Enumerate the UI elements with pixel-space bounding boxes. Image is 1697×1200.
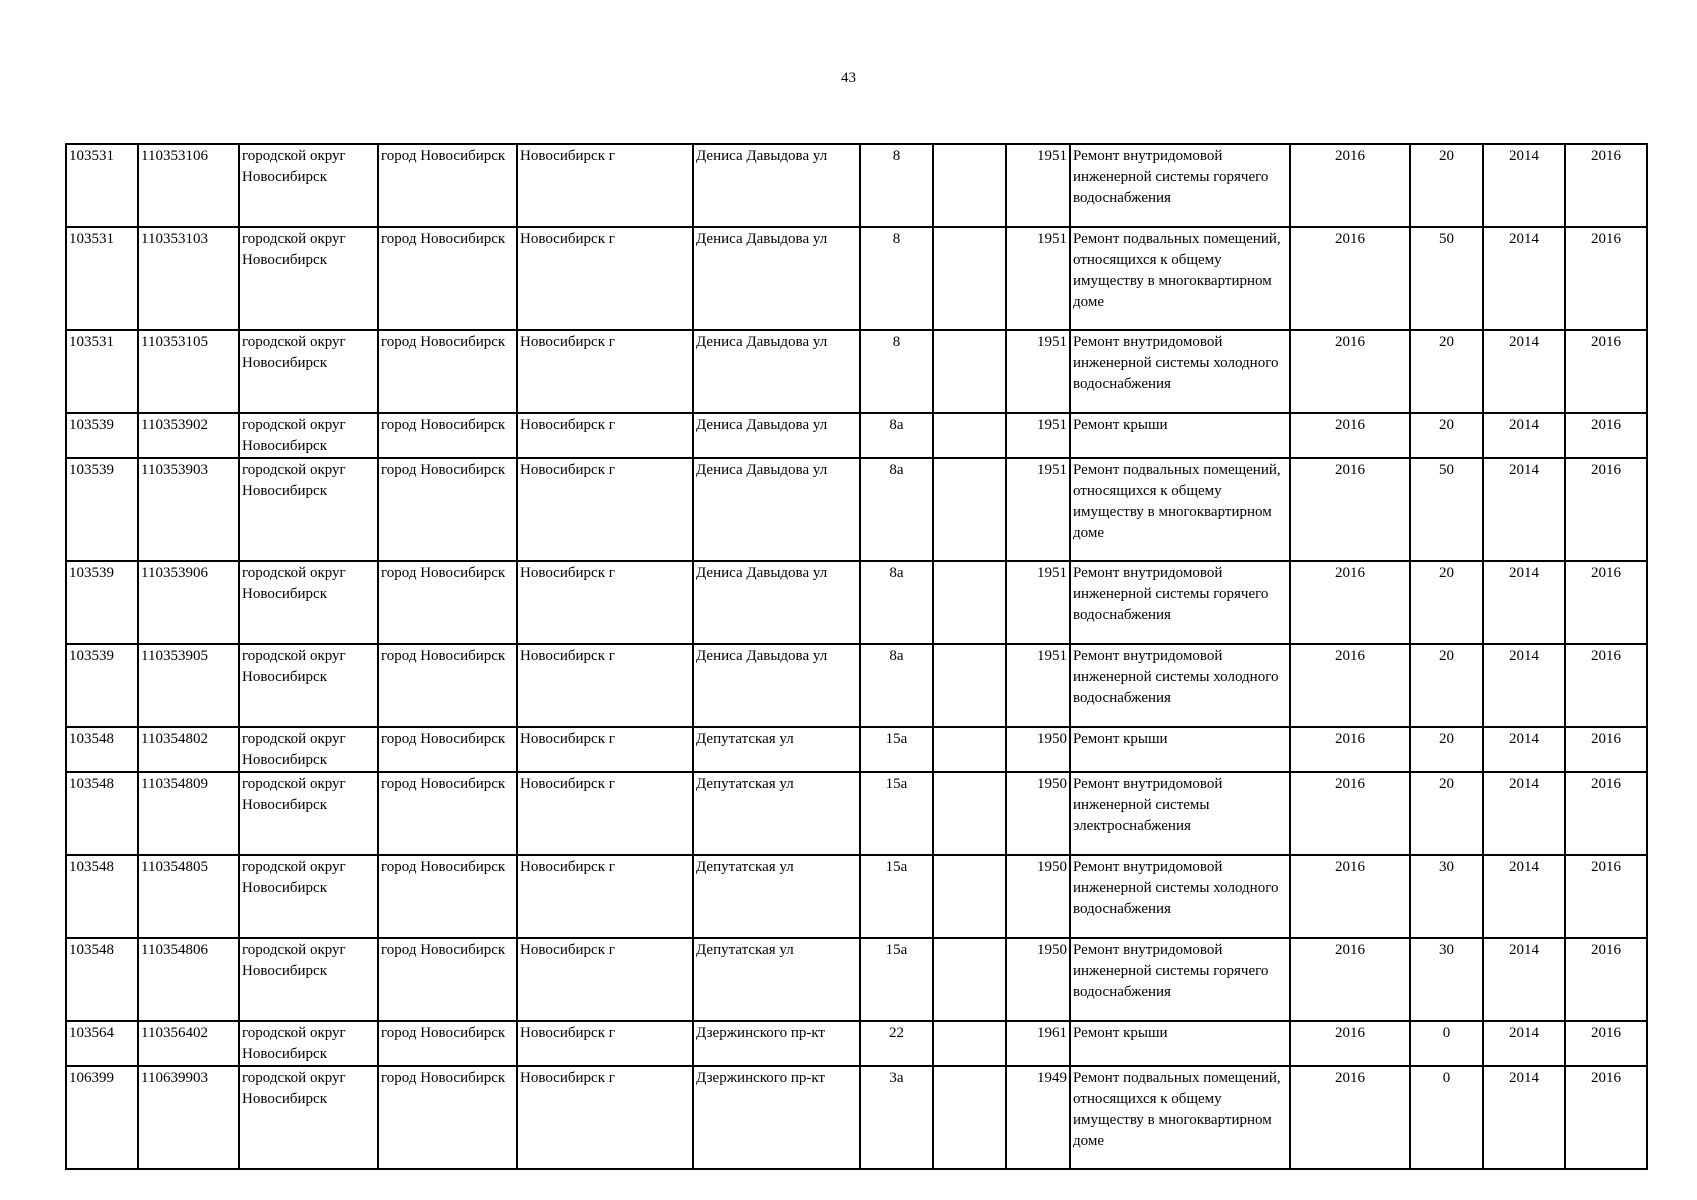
cell-end-year: 2016 <box>1565 727 1647 772</box>
cell-cost: 50 <box>1410 227 1483 330</box>
cell-plan-year: 2016 <box>1290 772 1410 855</box>
cell-start-year: 2014 <box>1483 561 1565 644</box>
cell-work-type: Ремонт крыши <box>1070 727 1290 772</box>
table-row <box>66 644 1647 727</box>
cell-building <box>933 458 1006 561</box>
cell-plan-year: 2016 <box>1290 1066 1410 1169</box>
cell-end-year: 2016 <box>1565 227 1647 330</box>
cell-build-year: 1951 <box>1006 458 1070 561</box>
cell-settlement: город Новосибирск <box>378 413 517 458</box>
cell-settlement: город Новосибирск <box>378 561 517 644</box>
cell-municipal-district: городской округ Новосибирск <box>239 144 378 227</box>
cell-settlement: город Новосибирск <box>378 1021 517 1066</box>
cell-locality: Новосибирск г <box>517 938 693 1021</box>
cell-work-id: 110353103 <box>138 227 239 330</box>
cell-settlement: город Новосибирск <box>378 644 517 727</box>
cell-work-id: 110354802 <box>138 727 239 772</box>
cell-build-year: 1950 <box>1006 938 1070 1021</box>
cell-plan-year: 2016 <box>1290 855 1410 938</box>
cell-house-id: 103539 <box>66 458 138 561</box>
cell-house-id: 103539 <box>66 561 138 644</box>
cell-start-year: 2014 <box>1483 413 1565 458</box>
cell-house-number: 8а <box>860 413 933 458</box>
cell-plan-year: 2016 <box>1290 413 1410 458</box>
cell-build-year: 1951 <box>1006 561 1070 644</box>
cell-street: Дениса Давыдова ул <box>693 561 860 644</box>
cell-cost: 20 <box>1410 644 1483 727</box>
table-row <box>66 938 1647 1021</box>
cell-plan-year: 2016 <box>1290 458 1410 561</box>
cell-work-id: 110353905 <box>138 644 239 727</box>
cell-street: Дениса Давыдова ул <box>693 144 860 227</box>
cell-build-year: 1950 <box>1006 727 1070 772</box>
cell-locality: Новосибирск г <box>517 855 693 938</box>
cell-cost: 50 <box>1410 458 1483 561</box>
cell-municipal-district: городской округ Новосибирск <box>239 1021 378 1066</box>
cell-house-number: 15а <box>860 727 933 772</box>
cell-cost: 20 <box>1410 144 1483 227</box>
cell-build-year: 1951 <box>1006 227 1070 330</box>
cell-house-id: 103531 <box>66 144 138 227</box>
cell-settlement: город Новосибирск <box>378 727 517 772</box>
cell-plan-year: 2016 <box>1290 330 1410 413</box>
cell-municipal-district: городской округ Новосибирск <box>239 1066 378 1169</box>
cell-street: Дениса Давыдова ул <box>693 458 860 561</box>
cell-work-type: Ремонт подвальных помещений, относящихся к общему имуществу в многоквартирном доме <box>1070 227 1290 330</box>
page-number: 43 <box>841 70 856 86</box>
cell-building <box>933 561 1006 644</box>
cell-cost: 0 <box>1410 1066 1483 1169</box>
cell-plan-year: 2016 <box>1290 727 1410 772</box>
cell-building <box>933 330 1006 413</box>
cell-end-year: 2016 <box>1565 938 1647 1021</box>
cell-house-id: 103548 <box>66 772 138 855</box>
cell-work-id: 110354809 <box>138 772 239 855</box>
cell-house-number: 15а <box>860 772 933 855</box>
cell-house-id: 103548 <box>66 938 138 1021</box>
cell-building <box>933 227 1006 330</box>
cell-end-year: 2016 <box>1565 855 1647 938</box>
cell-house-id: 103564 <box>66 1021 138 1066</box>
cell-house-id: 103531 <box>66 330 138 413</box>
cell-settlement: город Новосибирск <box>378 458 517 561</box>
cell-build-year: 1951 <box>1006 644 1070 727</box>
cell-build-year: 1961 <box>1006 1021 1070 1066</box>
cell-building <box>933 144 1006 227</box>
cell-locality: Новосибирск г <box>517 144 693 227</box>
cell-plan-year: 2016 <box>1290 561 1410 644</box>
cell-settlement: город Новосибирск <box>378 227 517 330</box>
cell-end-year: 2016 <box>1565 1066 1647 1169</box>
cell-work-id: 110354806 <box>138 938 239 1021</box>
cell-cost: 20 <box>1410 772 1483 855</box>
cell-start-year: 2014 <box>1483 772 1565 855</box>
cell-street: Дениса Давыдова ул <box>693 330 860 413</box>
cell-locality: Новосибирск г <box>517 1021 693 1066</box>
cell-house-id: 103539 <box>66 644 138 727</box>
cell-start-year: 2014 <box>1483 644 1565 727</box>
cell-house-number: 8 <box>860 227 933 330</box>
cell-house-number: 8 <box>860 330 933 413</box>
cell-settlement: город Новосибирск <box>378 772 517 855</box>
cell-plan-year: 2016 <box>1290 1021 1410 1066</box>
cell-build-year: 1950 <box>1006 772 1070 855</box>
cell-build-year: 1950 <box>1006 855 1070 938</box>
cell-end-year: 2016 <box>1565 413 1647 458</box>
cell-locality: Новосибирск г <box>517 458 693 561</box>
table-row <box>66 227 1647 330</box>
cell-cost: 20 <box>1410 413 1483 458</box>
cell-municipal-district: городской округ Новосибирск <box>239 458 378 561</box>
cell-work-id: 110353902 <box>138 413 239 458</box>
cell-municipal-district: городской округ Новосибирск <box>239 227 378 330</box>
cell-work-id: 110353906 <box>138 561 239 644</box>
cell-house-number: 15а <box>860 938 933 1021</box>
cell-end-year: 2016 <box>1565 772 1647 855</box>
cell-work-type: Ремонт внутридомовой инженерной системы холодного водоснабжения <box>1070 644 1290 727</box>
cell-settlement: город Новосибирск <box>378 855 517 938</box>
cell-work-type: Ремонт внутридомовой инженерной системы холодного водоснабжения <box>1070 330 1290 413</box>
cell-locality: Новосибирск г <box>517 1066 693 1169</box>
table-row <box>66 727 1647 772</box>
cell-house-number: 8 <box>860 144 933 227</box>
cell-end-year: 2016 <box>1565 330 1647 413</box>
table-row <box>66 1066 1647 1169</box>
cell-building <box>933 855 1006 938</box>
cell-settlement: город Новосибирск <box>378 1066 517 1169</box>
cell-locality: Новосибирск г <box>517 644 693 727</box>
cell-work-type: Ремонт крыши <box>1070 413 1290 458</box>
cell-house-number: 8а <box>860 561 933 644</box>
cell-cost: 20 <box>1410 330 1483 413</box>
cell-work-type: Ремонт внутридомовой инженерной системы горячего водоснабжения <box>1070 144 1290 227</box>
cell-house-number: 22 <box>860 1021 933 1066</box>
table-row <box>66 855 1647 938</box>
cell-start-year: 2014 <box>1483 227 1565 330</box>
cell-cost: 30 <box>1410 855 1483 938</box>
cell-house-id: 103548 <box>66 855 138 938</box>
cell-start-year: 2014 <box>1483 855 1565 938</box>
cell-work-type: Ремонт внутридомовой инженерной системы горячего водоснабжения <box>1070 938 1290 1021</box>
table-row <box>66 330 1647 413</box>
cell-street: Депутатская ул <box>693 727 860 772</box>
table-row <box>66 772 1647 855</box>
cell-municipal-district: городской округ Новосибирск <box>239 561 378 644</box>
cell-street: Дзержинского пр-кт <box>693 1066 860 1169</box>
cell-street: Дзержинского пр-кт <box>693 1021 860 1066</box>
cell-house-number: 3а <box>860 1066 933 1169</box>
cell-settlement: город Новосибирск <box>378 938 517 1021</box>
repair-schedule-table <box>65 143 1648 1170</box>
cell-end-year: 2016 <box>1565 644 1647 727</box>
cell-municipal-district: городской округ Новосибирск <box>239 727 378 772</box>
cell-work-id: 110353106 <box>138 144 239 227</box>
table-row <box>66 458 1647 561</box>
cell-end-year: 2016 <box>1565 561 1647 644</box>
cell-house-id: 103539 <box>66 413 138 458</box>
cell-locality: Новосибирск г <box>517 227 693 330</box>
cell-house-id: 106399 <box>66 1066 138 1169</box>
cell-build-year: 1951 <box>1006 144 1070 227</box>
cell-locality: Новосибирск г <box>517 772 693 855</box>
cell-work-type: Ремонт внутридомовой инженерной системы электроснабжения <box>1070 772 1290 855</box>
cell-end-year: 2016 <box>1565 1021 1647 1066</box>
cell-work-type: Ремонт внутридомовой инженерной системы холодного водоснабжения <box>1070 855 1290 938</box>
cell-work-id: 110354805 <box>138 855 239 938</box>
cell-plan-year: 2016 <box>1290 644 1410 727</box>
cell-build-year: 1951 <box>1006 330 1070 413</box>
cell-locality: Новосибирск г <box>517 413 693 458</box>
cell-end-year: 2016 <box>1565 144 1647 227</box>
cell-locality: Новосибирск г <box>517 727 693 772</box>
cell-build-year: 1949 <box>1006 1066 1070 1169</box>
cell-building <box>933 413 1006 458</box>
cell-work-type: Ремонт подвальных помещений, относящихся к общему имуществу в многоквартирном доме <box>1070 458 1290 561</box>
cell-street: Депутатская ул <box>693 938 860 1021</box>
cell-building <box>933 1021 1006 1066</box>
cell-municipal-district: городской округ Новосибирск <box>239 644 378 727</box>
cell-cost: 20 <box>1410 561 1483 644</box>
cell-start-year: 2014 <box>1483 1021 1565 1066</box>
cell-street: Дениса Давыдова ул <box>693 413 860 458</box>
cell-building <box>933 727 1006 772</box>
cell-building <box>933 644 1006 727</box>
cell-start-year: 2014 <box>1483 1066 1565 1169</box>
cell-cost: 0 <box>1410 1021 1483 1066</box>
cell-start-year: 2014 <box>1483 938 1565 1021</box>
cell-work-type: Ремонт внутридомовой инженерной системы горячего водоснабжения <box>1070 561 1290 644</box>
cell-street: Дениса Давыдова ул <box>693 644 860 727</box>
cell-municipal-district: городской округ Новосибирск <box>239 855 378 938</box>
cell-building <box>933 938 1006 1021</box>
cell-house-number: 8а <box>860 458 933 561</box>
cell-settlement: город Новосибирск <box>378 330 517 413</box>
cell-municipal-district: городской округ Новосибирск <box>239 330 378 413</box>
cell-work-type: Ремонт крыши <box>1070 1021 1290 1066</box>
cell-plan-year: 2016 <box>1290 144 1410 227</box>
cell-start-year: 2014 <box>1483 144 1565 227</box>
cell-cost: 30 <box>1410 938 1483 1021</box>
cell-work-id: 110353903 <box>138 458 239 561</box>
cell-house-id: 103548 <box>66 727 138 772</box>
cell-plan-year: 2016 <box>1290 227 1410 330</box>
cell-street: Депутатская ул <box>693 855 860 938</box>
cell-cost: 20 <box>1410 727 1483 772</box>
cell-settlement: город Новосибирск <box>378 144 517 227</box>
table-row <box>66 561 1647 644</box>
cell-building <box>933 1066 1006 1169</box>
cell-building <box>933 772 1006 855</box>
table-row <box>66 413 1647 458</box>
cell-street: Дениса Давыдова ул <box>693 227 860 330</box>
cell-locality: Новосибирск г <box>517 561 693 644</box>
cell-start-year: 2014 <box>1483 330 1565 413</box>
cell-end-year: 2016 <box>1565 458 1647 561</box>
cell-street: Депутатская ул <box>693 772 860 855</box>
table-row <box>66 144 1647 227</box>
cell-municipal-district: городской округ Новосибирск <box>239 772 378 855</box>
cell-locality: Новосибирск г <box>517 330 693 413</box>
table-row <box>66 1021 1647 1066</box>
cell-house-number: 8а <box>860 644 933 727</box>
cell-build-year: 1951 <box>1006 413 1070 458</box>
cell-municipal-district: городской округ Новосибирск <box>239 413 378 458</box>
cell-municipal-district: городской округ Новосибирск <box>239 938 378 1021</box>
cell-plan-year: 2016 <box>1290 938 1410 1021</box>
cell-work-id: 110353105 <box>138 330 239 413</box>
cell-start-year: 2014 <box>1483 727 1565 772</box>
cell-house-id: 103531 <box>66 227 138 330</box>
cell-work-id: 110356402 <box>138 1021 239 1066</box>
cell-work-id: 110639903 <box>138 1066 239 1169</box>
cell-start-year: 2014 <box>1483 458 1565 561</box>
cell-house-number: 15а <box>860 855 933 938</box>
cell-work-type: Ремонт подвальных помещений, относящихся к общему имуществу в многоквартирном доме <box>1070 1066 1290 1169</box>
